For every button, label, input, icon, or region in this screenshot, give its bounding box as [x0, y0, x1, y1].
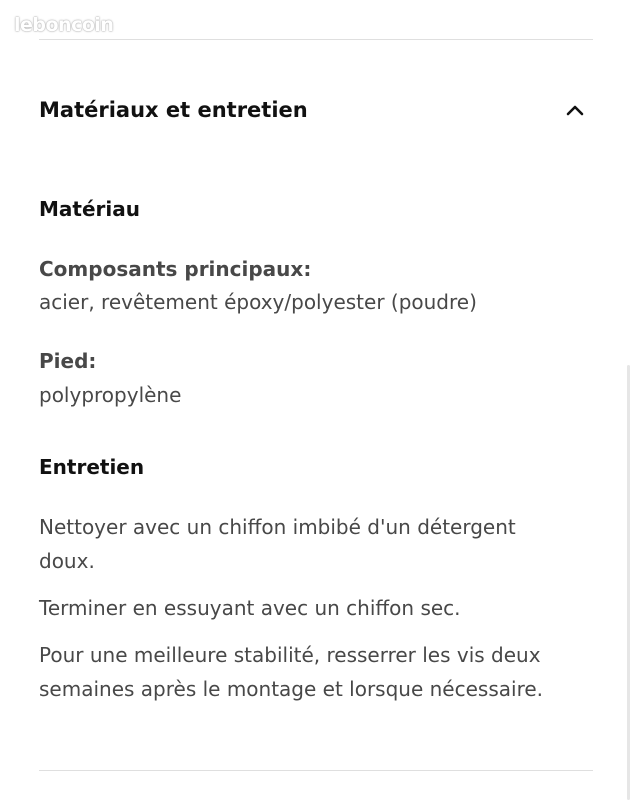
materials-care-accordion-header[interactable] — [39, 92, 593, 128]
care-paragraph-3: Pour une meilleure stabilité, resserrer les vis deux semaines après le montage et lorsque nécessaire. — [39, 643, 544, 701]
leboncoin-watermark: leboncoin — [14, 14, 114, 36]
top-divider — [39, 39, 593, 40]
bottom-divider — [39, 770, 593, 771]
components-label: Composants principaux: — [39, 257, 312, 281]
foot-value: polypropylène — [39, 383, 182, 407]
material-heading: Matériau — [39, 197, 140, 221]
components-value: acier, revêtement époxy/polyester (poudre) — [39, 290, 477, 314]
care-heading: Entretien — [39, 455, 145, 479]
care-paragraph-2: Terminer en essuyant avec un chiffon sec. — [39, 596, 461, 620]
chevron-up-icon[interactable] — [565, 100, 585, 120]
care-paragraph-1: Nettoyer avec un chiffon imbibé d'un détergent doux. — [39, 515, 516, 573]
foot-label: Pied: — [39, 349, 97, 373]
scrollbar[interactable] — [627, 365, 630, 800]
section-title: Matériaux et entretien — [39, 98, 308, 122]
